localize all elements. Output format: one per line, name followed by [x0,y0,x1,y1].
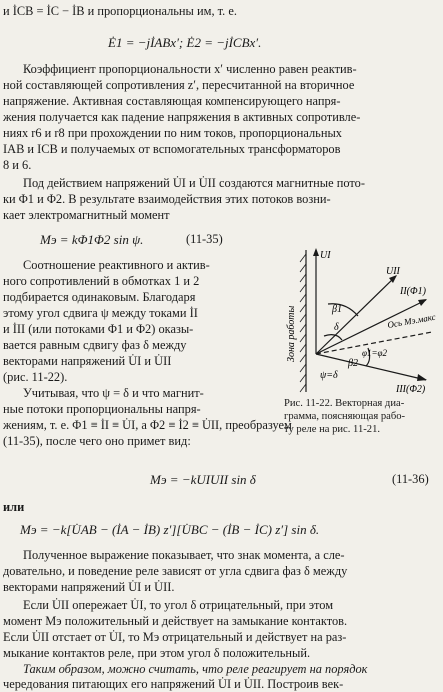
text-line: ные потоки пропорциональны напря- [3,402,201,416]
figure-label: δ [334,322,339,333]
text-line: Если U̇II отстает от U̇I, то Mэ отрицательный и действует на раз- [3,630,347,644]
text-line: векторами напряжений U̇I и U̇II [3,354,172,368]
text-line: Соотношение реактивного и актив- [23,258,210,272]
text-line: кает электромагнитный момент [3,208,170,222]
figure-label: III(Φ2) [396,384,426,394]
figure-label: Ось Mэ.макс [386,311,437,330]
figure-label: UI [320,250,331,261]
text-line: векторами напряжений U̇I и U̇II. [3,580,175,594]
vector-diagram-figure [276,244,438,394]
figure-label: β2 [348,358,358,369]
equation-number: (11-36) [392,472,429,486]
or-word: или [3,500,25,514]
figure-label: UII [386,266,400,277]
figure-label: ψ=δ [320,370,338,381]
text-line: момент Mэ положительный и действует на замыкание контактов. [3,614,348,628]
equation-number: (11-35) [186,232,223,246]
figure-label: II(Φ1) [400,286,426,297]
arrow-head [313,248,319,256]
figure-caption: грамма, поясняющая рабо- [284,411,406,422]
arrow-head [418,299,427,306]
text-line: Под действием напряжений U̇I и U̇II создаются магнитные пото- [23,176,365,190]
zone-hatching [300,254,306,392]
text-line: напряжение. Активная составляющая компенсирующего напря- [3,94,341,108]
text-line: чередования питающих его напряжений U̇I и U̇II. Построив век- [3,677,344,691]
vector-uii [316,276,396,354]
text-line: IAB и ICB и получаемых от вспомогательных трансформаторов [3,142,341,156]
figure-label: β1 [332,304,342,315]
text-line: и İII (или потоками Φ1 и Φ2) оказы- [3,322,194,336]
text-line: Коэффициент пропорциональности x′ численно равен реактив- [23,62,357,76]
text-line: вается равным сдвигу фаз δ между [3,338,187,352]
figure-caption: Рис. 11-22. Векторная диа- [284,398,405,409]
text-line: ки Φ1 и Φ2. В результате взаимодействия этих потоков возни- [3,192,331,206]
text-line: жения получается как падение напряжения в активных сопротивле- [3,110,361,124]
arrow-head [417,374,427,381]
figure-label: Зона работы [286,305,297,362]
figure-label: φ1=φ2 [362,348,388,358]
text-line: мыкание контактов реле, при этом угол δ положительный. [3,646,311,660]
text-line: Таким образом, можно считать, что реле реагирует на порядок [23,662,368,676]
figure-caption: ту реле на рис. 11-21. [284,424,381,435]
equation-m3: Mэ = −k[U̇AB − (İA − İB) z′][U̇BC − (İB − İC) z′] sin δ. [20,522,320,537]
equation-e: Ė1 = −jİABx′; Ė2 = −jİCBx′. [108,35,262,50]
text-line: Учитывая, что ψ = δ и что магнит- [23,386,204,400]
equation-m1: Mэ = kΦ1Φ2 sin ψ. [40,232,144,247]
text-line: этому угол сдвига ψ между токами İI [3,306,198,320]
text-line: ной составляющей сопротивления z′, пересчитанной на вторичное [3,78,355,92]
text-line: Полученное выражение показывает, что знак момента, а сле- [23,548,345,562]
text-line: ного сопротивлений в обмотках 1 и 2 [3,274,200,288]
text-line: подбирается одинаковым. Благодаря [3,290,196,304]
text-line: 8 и 6. [3,158,32,172]
text-line: Если U̇II опережает U̇I, то угол δ отрицательный, при этом [23,598,334,612]
text-line: жениям, т. е. Φ1 ≡ İI ≡ U̇I, а Φ2 ≡ İ2 ≡ U̇II, преобразуем [3,418,292,432]
text-line: (11-35), после чего оно примет вид: [3,434,191,448]
equation-m2: Mэ = −kUIUII sin δ [150,472,256,487]
text-line: (рис. 11-22). [3,370,68,384]
text-line: и İCB = İC − İB и пропорциональны им, т. е. [3,4,237,18]
text-line: довательно, и поведение реле зависят от угла сдвига фаз δ между [3,564,348,578]
text-line: ниях r6 и r8 при прохождении по ним токов, пропорциональных [3,126,342,140]
